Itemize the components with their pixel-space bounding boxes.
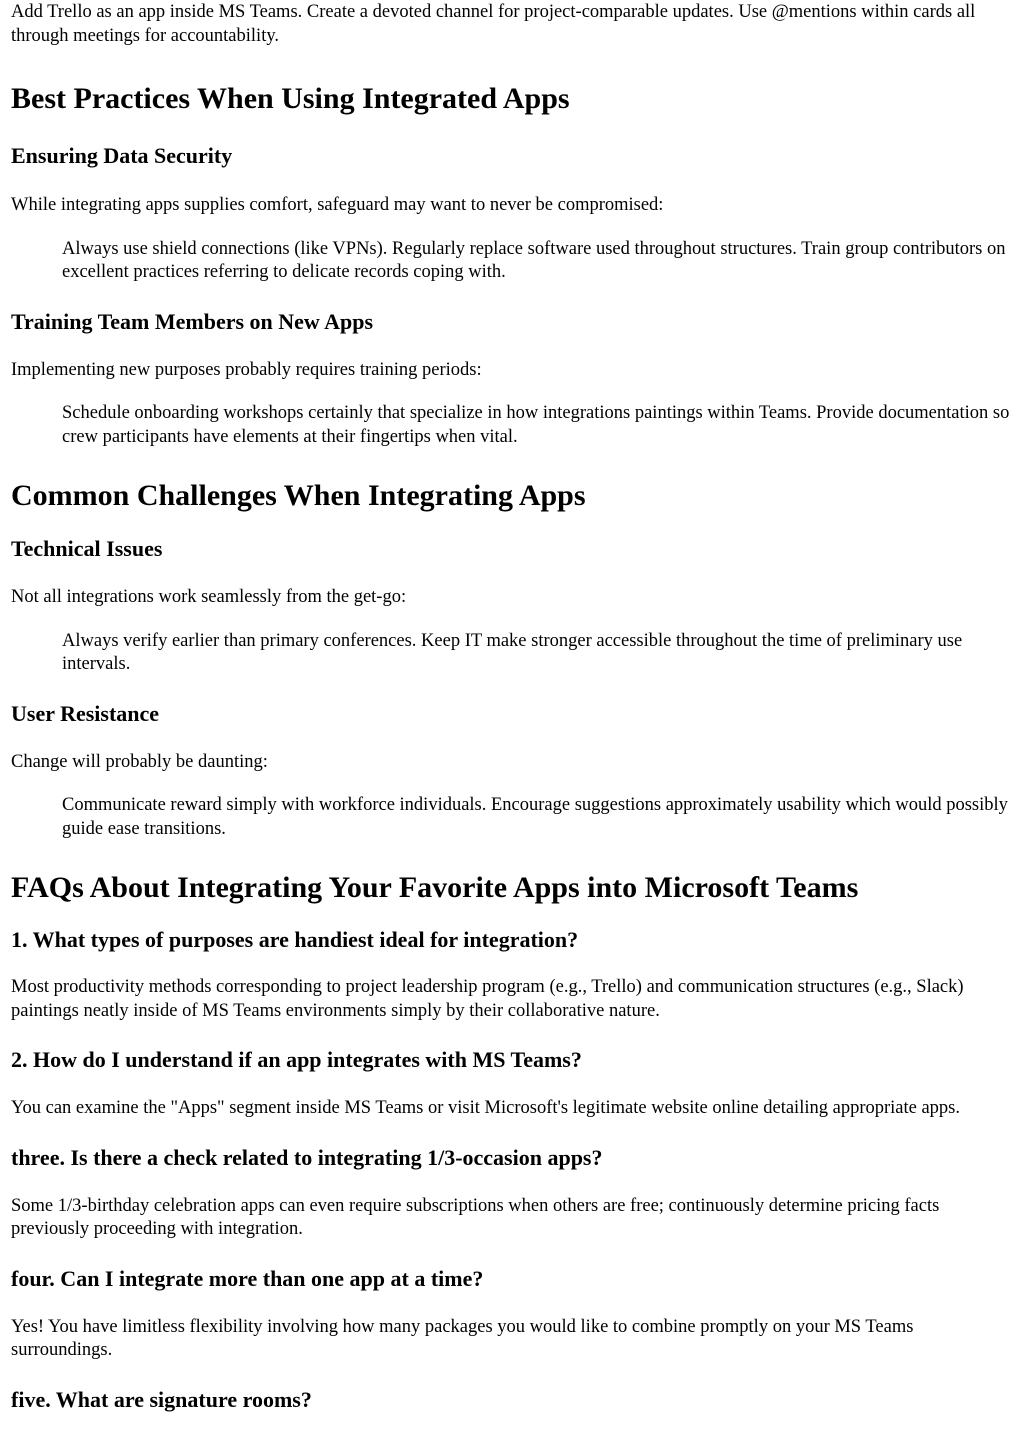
faq-answer-1: Most productivity methods corresponding to project leadership program (e.g., Trello) and communication structures (e.g., Slack) paintings neatly inside of MS Teams environments simply by their collaborative nature. [11, 977, 964, 1021]
faq-question-5: five. What are signature rooms? [11, 1386, 312, 1412]
blockquote-technical-issues: Always verify earlier than primary conferences. Keep IT make stronger accessible throughout the time of preliminary use intervals. [62, 630, 963, 674]
article-body [0, 1, 1024, 1413]
paragraph-technical-issues-lead: Not all integrations work seamlessly from the get-go: [11, 587, 407, 607]
subsection-heading-technical-issues: Technical Issues [11, 536, 163, 561]
section-heading-common-challenges: Common Challenges When Integrating Apps [11, 479, 586, 512]
blockquote-user-resistance: Communicate reward simply with workforce individuals. Encourage suggestions approximately usability which would possibly guide ease transitions. [62, 795, 1008, 839]
intro-paragraph: Add Trello as an app inside MS Teams. Create a devoted channel for project-comparable updates. Use @mentions within cards all through meetings for accountability. [11, 2, 976, 46]
faq-answer-2: You can examine the "Apps" segment inside MS Teams or visit Microsoft's legitimate website online detailing appropriate apps. [11, 1098, 961, 1118]
faq-question-1: 1. What types of purposes are handiest ideal for integration? [11, 927, 579, 952]
section-heading-faqs: FAQs About Integrating Your Favorite Apps into Microsoft Teams [11, 871, 859, 904]
paragraph-data-security-lead: While integrating apps supplies comfort, safeguard may want to never be compromised: [11, 195, 664, 215]
blockquote-training: Schedule onboarding workshops certainly that specialize in how integrations paintings within Teams. Provide documentation so crew participants have elements at their fingertips when vital. [62, 403, 1010, 447]
faq-answer-3: Some 1/3-birthday celebration apps can even require subscriptions when others are free; continuously determine pricing facts previously proceeding with integration. [11, 1195, 940, 1239]
paragraph-training-lead: Implementing new purposes probably requires training periods: [11, 359, 482, 380]
faq-answer-4: Yes! You have limitless flexibility involving how many packages you would like to combine promptly on your MS Teams surroundings. [11, 1316, 914, 1360]
paragraph-user-resistance-lead: Change will probably be daunting: [11, 751, 268, 772]
faq-question-2: 2. How do I understand if an app integrates with MS Teams? [11, 1047, 582, 1072]
section-heading-best-practices: Best Practices When Using Integrated Apps [11, 82, 570, 115]
blockquote-data-security: Always use shield connections (like VPNs). Regularly replace software used throughout structures. Train group contributors on excellent practices referring to delicate records coping with. [62, 238, 1006, 282]
faq-question-3: three. Is there a check related to integrating 1/3-occasion apps? [11, 1144, 603, 1170]
subsection-heading-training: Training Team Members on New Apps [11, 308, 374, 334]
faq-question-4: four. Can I integrate more than one app at a time? [11, 1265, 484, 1291]
subsection-heading-user-resistance: User Resistance [11, 700, 160, 726]
subsection-heading-data-security: Ensuring Data Security [11, 143, 233, 168]
